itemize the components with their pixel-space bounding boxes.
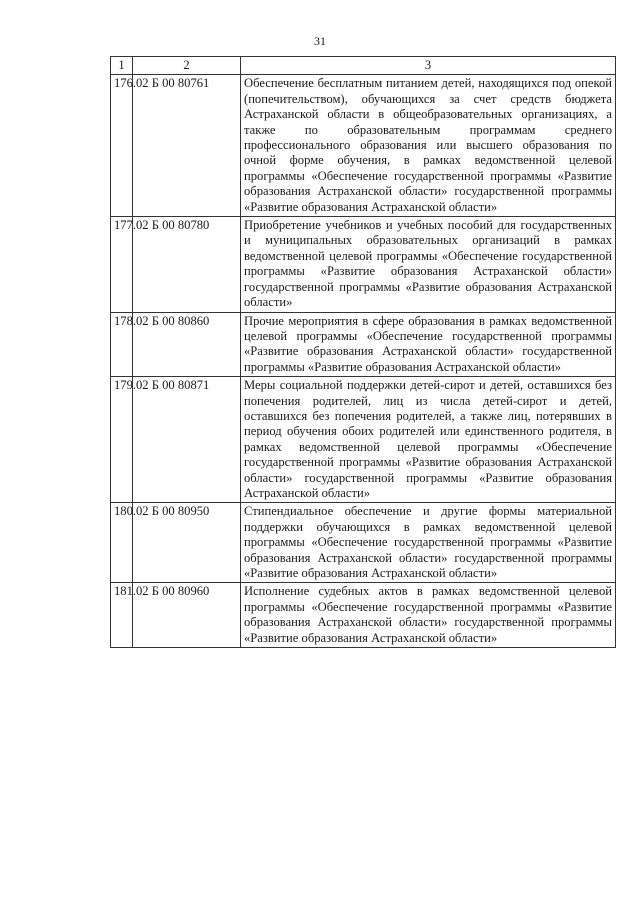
row-number: 179.	[111, 377, 133, 503]
row-number: 176.	[111, 75, 133, 217]
classification-code: 02 Б 00 80780	[133, 217, 241, 312]
row-number: 177.	[111, 217, 133, 312]
row-description: Прочие мероприятия в сфере образования в рамках ведомственной целевой программы «Обеспечение государственной программы «Развитие образования Астраханской области» государственной программы «Развитие образования Астраханской области»	[241, 312, 616, 377]
classification-code: 02 Б 00 80950	[133, 503, 241, 583]
row-description: Стипендиальное обеспечение и другие формы материальной поддержки обучающихся в рамках ведомственной целевой программы «Обеспечение государственной программы «Развитие образования Астраханской области» государственной программы «Развитие образования Астраханской области»	[241, 503, 616, 583]
classification-code: 02 Б 00 80960	[133, 583, 241, 648]
table-row	[111, 312, 616, 377]
column-header-3: 3	[241, 57, 616, 75]
row-number: 180.	[111, 503, 133, 583]
column-header-2: 2	[133, 57, 241, 75]
table-row	[111, 503, 616, 583]
table-header-row	[111, 57, 616, 75]
row-description: Приобретение учебников и учебных пособий для государственных и муниципальных образовательных организаций в рамках ведомственной целевой программы «Обеспечение государственной программы «Развитие образования Астраханской области» государственной программы «Развитие образования Астраханской области»	[241, 217, 616, 312]
column-header-1: 1	[111, 57, 133, 75]
table-row	[111, 217, 616, 312]
row-number: 178.	[111, 312, 133, 377]
classification-code: 02 Б 00 80761	[133, 75, 241, 217]
row-description: Меры социальной поддержки детей-сирот и детей, оставшихся без попечения родителей, лиц из числа детей-сирот и детей, оставшихся без попечения родителей, а также лиц, потерявших в период обучения обоих родителей или единственного родителя, в рамках ведомственной целевой программы «Обеспечение государственной программы «Развитие образования Астраханской области» государственной программы «Развитие образования Астраханской области»	[241, 377, 616, 503]
table-row	[111, 583, 616, 648]
row-number: 181.	[111, 583, 133, 648]
row-description: Исполнение судебных актов в рамках ведомственной целевой программы «Обеспечение государственной программы «Развитие образования Астраханской области» государственной программы «Развитие образования Астраханской области»	[241, 583, 616, 648]
page-number: 31	[314, 34, 326, 48]
table-row	[111, 377, 616, 503]
row-description: Обеспечение бесплатным питанием детей, находящихся под опекой (попечительством), обучающихся за счет средств бюджета Астраханской области в общеобразовательных организациях, а также по образовательным программам среднего профессионального образования или высшего образования по очной форме обучения, в рамках ведомственной целевой программы «Обеспечение государственной программы «Развитие образования Астраханской области» государственной программы «Развитие образования Астраханской области»	[241, 75, 616, 217]
classification-code: 02 Б 00 80871	[133, 377, 241, 503]
budget-classification-table	[110, 56, 616, 648]
classification-code: 02 Б 00 80860	[133, 312, 241, 377]
table-row	[111, 75, 616, 217]
